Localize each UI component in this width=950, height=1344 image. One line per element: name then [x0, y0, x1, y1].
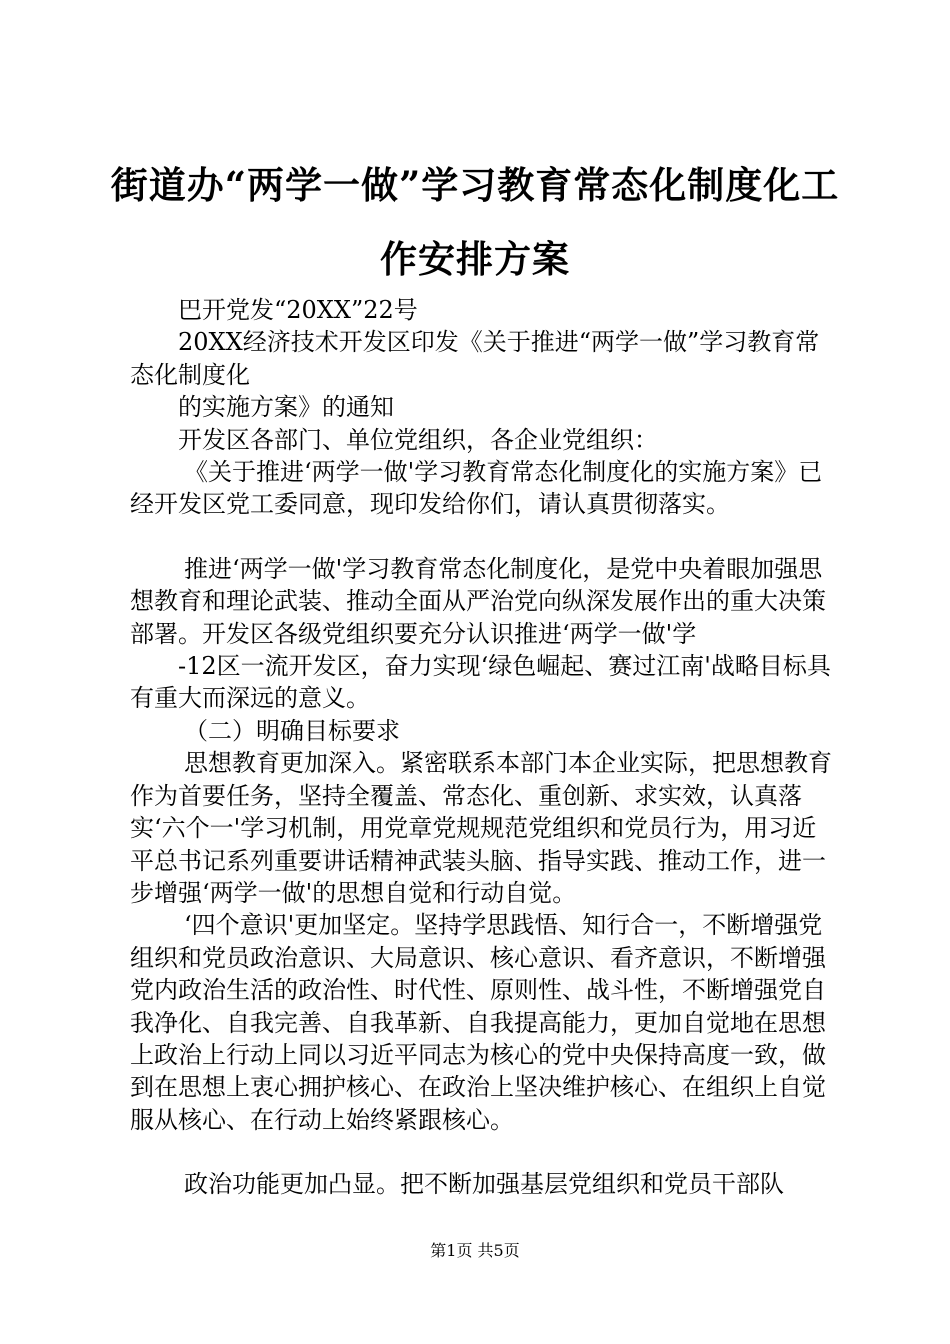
document-body [130, 294, 840, 1201]
paragraph: 思想教育更加深入。紧密联系本部门本企业实际，把思想教育作为首要任务，坚持全覆盖、常态化、重创新、求实效，认真落实‘六个一'学习机制，用党章党规规范党组织和党员行为，用习近平总书记系列重要讲话精神武装头脑、指导实践、推动工作，进一步增强‘两学一做'的思想自觉和行动自觉。 [130, 749, 832, 907]
salutation: 开发区各部门、单位党组织，各企业党组织： [178, 425, 658, 454]
paragraph-gap [130, 521, 840, 553]
document-title [110, 148, 840, 296]
page-footer: 第1页 共5页 [430, 1241, 520, 1260]
notice-heading-line-1: 20XX经济技术开发区印发《关于推进“两学一做”学习教育常态化制度化 [130, 328, 820, 389]
document-number: 巴开党发“20XX”22号 [178, 296, 418, 324]
paragraph-gap [130, 1136, 840, 1168]
paragraph: 推进‘两学一做'学习教育常态化制度化，是党中央着眼加强思想教育和理论武装、推动全面从严治党向纵深发展作出的重大决策部署。开发区各级党组织要充分认识推进‘两学一做'学 [130, 554, 826, 648]
title-line-2: 作安排方案 [380, 237, 570, 281]
paragraph: -12区一流开发区，奋力实现‘绿色崛起、赛过江南'战略目标具有重大而深远的意义。 [130, 652, 831, 713]
section-heading: （二）明确目标要求 [184, 716, 400, 745]
paragraph: 政治功能更加凸显。把不断加强基层党组织和党员干部队 [184, 1170, 784, 1199]
title-line-1: 街道办“两学一做”学习教育常态化制度化工 [110, 163, 840, 207]
notice-heading-line-2: 的实施方案》的通知 [178, 393, 394, 422]
paragraph: 《关于推进‘两学一做'学习教育常态化制度化的实施方案》已经开发区党工委同意，现印发给你们，请认真贯彻落实。 [130, 458, 823, 519]
paragraph: ‘四个意识'更加坚定。坚持学思践悟、知行合一，不断增强党组织和党员政治意识、大局意识、核心意识、看齐意识，不断增强党内政治生活的政治性、时代性、原则性、战斗性，不断增强党自我净化、自我完善、自我革新、自我提高能力，更加自觉地在思想上政治上行动上同以习近平同志为核心的党中央保持高度一致，做到在思想上衷心拥护核心、在政治上坚决维护核心、在组织上自觉服从核心、在行动上始终紧跟核心。 [130, 911, 826, 1134]
